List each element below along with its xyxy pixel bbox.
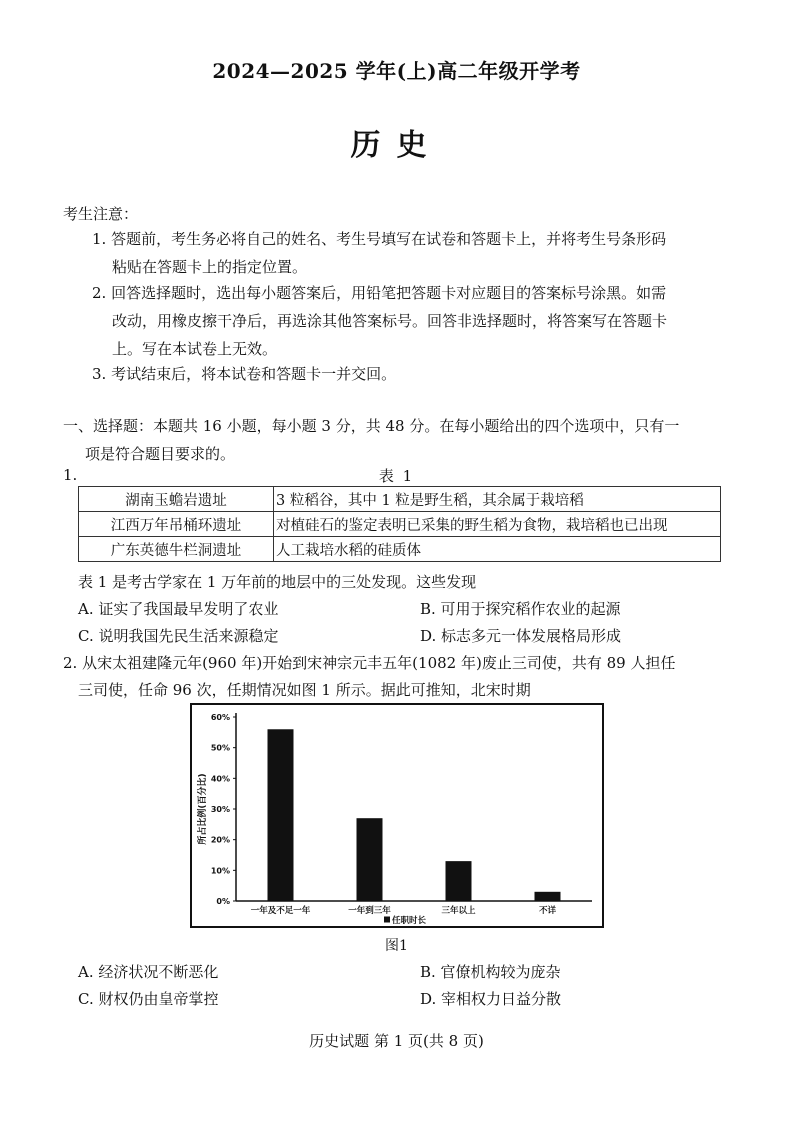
x-tick-label: 一年到三年	[348, 906, 391, 916]
notice-item-1	[92, 225, 742, 281]
exam-title: 2024—2025 学年(上)高二年级开学考	[212, 59, 581, 83]
x-tick-label: 一年及不足一年	[250, 906, 311, 916]
table-cell-finding: 对植硅石的鉴定表明已采集的野生稻为食物，栽培稻也已出现	[274, 512, 721, 537]
table-cell-site: 湖南玉蟾岩遗址	[79, 487, 274, 512]
legend-swatch	[384, 917, 390, 923]
table-row	[79, 512, 721, 537]
table-row	[79, 537, 721, 562]
question-2-stem-line-1: 2. 从宋太祖建隆元年(960 年)开始到宋神宗元丰五年(1082 年)废止三司使，共有 89 人担任	[63, 654, 676, 672]
notice-item-1-line-2: 粘贴在答题卡上的指定位置。	[112, 258, 308, 276]
notice-item-2	[92, 279, 742, 363]
question-1-number: 1.	[63, 466, 78, 484]
y-tick-label: 60%	[210, 713, 230, 722]
section-1-line-1: 一、选择题：本题共 16 小题，每小题 3 分，共 48 分。在每小题给出的四个选项中，只有一	[63, 417, 680, 435]
exam-subject: 历史	[350, 128, 443, 163]
y-tick-label: 40%	[210, 774, 230, 784]
question-2-option-a[interactable]: A. 经济状况不断恶化	[78, 963, 219, 981]
x-tick-label: 不详	[538, 906, 557, 916]
bar	[268, 729, 294, 901]
page-footer: 历史试题 第 1 页(共 8 页)	[309, 1032, 484, 1050]
section-1-line-2: 项是符合题目要求的。	[85, 445, 236, 463]
notice-item-3-line-1: 3. 考试结束后，将本试卷和答题卡一并交回。	[92, 365, 397, 383]
table-1	[78, 486, 721, 562]
question-2-option-c[interactable]: C. 财权仍由皇帝掌控	[78, 990, 219, 1008]
question-2-option-b[interactable]: B. 官僚机构较为庞杂	[420, 963, 561, 981]
notice-item-2-line-3: 上。写在本试卷上无效。	[112, 340, 278, 358]
notice-item-2-line-1: 2. 回答选择题时，选出每小题答案后，用铅笔把答题卡对应题目的答案标号涂黑。如需	[92, 284, 667, 302]
y-axis-label: 所占比例(百分比)	[198, 773, 208, 845]
section-1-heading	[63, 412, 743, 468]
table-cell-site: 江西万年吊桶环遗址	[79, 512, 274, 537]
x-tick-label: 三年以上	[441, 906, 476, 916]
y-tick-label: 10%	[210, 866, 230, 876]
bar-chart	[192, 705, 602, 926]
figure-1-chart	[190, 703, 604, 928]
question-1-option-c[interactable]: C. 说明我国先民生活来源稳定	[78, 627, 279, 645]
notice-item-1-line-1: 1. 答题前，考生务必将自己的姓名、考生号填写在试卷和答题卡上，并将考生号条形码	[92, 230, 667, 248]
question-1-option-d[interactable]: D. 标志多元一体发展格局形成	[420, 627, 622, 645]
bar	[357, 818, 383, 901]
question-1-option-a[interactable]: A. 证实了我国最早发明了农业	[78, 600, 279, 618]
table-cell-finding: 人工栽培水稻的硅质体	[274, 537, 721, 562]
y-tick-label: 20%	[210, 835, 230, 845]
table-cell-finding: 3 粒稻谷，其中 1 粒是野生稻，其余属于栽培稻	[274, 487, 721, 512]
x-axis-label: 任职时长	[392, 916, 427, 926]
y-tick-label: 30%	[210, 805, 230, 814]
question-2-option-d[interactable]: D. 宰相权力日益分散	[420, 990, 562, 1008]
question-2-stem-line-2: 三司使，任命 96 次，任期情况如图 1 所示。据此可推知，北宋时期	[78, 681, 531, 699]
figure-1-caption: 图1	[385, 938, 408, 954]
bar	[446, 861, 472, 901]
notice-item-2-line-2: 改动，用橡皮擦干净后，再选涂其他答案标号。回答非选择题时，将答案写在答题卡	[112, 312, 668, 330]
question-1-option-b[interactable]: B. 可用于探究稻作农业的起源	[420, 600, 621, 618]
table-cell-site: 广东英德牛栏洞遗址	[79, 537, 274, 562]
notice-heading: 考生注意：	[63, 205, 139, 223]
y-tick-label: 0%	[216, 897, 230, 906]
bar	[535, 892, 561, 901]
table-row	[79, 487, 721, 512]
y-tick-label: 50%	[210, 743, 230, 753]
notice-item-3	[92, 360, 742, 388]
question-1-stem: 表 1 是考古学家在 1 万年前的地层中的三处发现。这些发现	[78, 573, 477, 591]
table-1-caption: 表 1	[378, 467, 415, 485]
